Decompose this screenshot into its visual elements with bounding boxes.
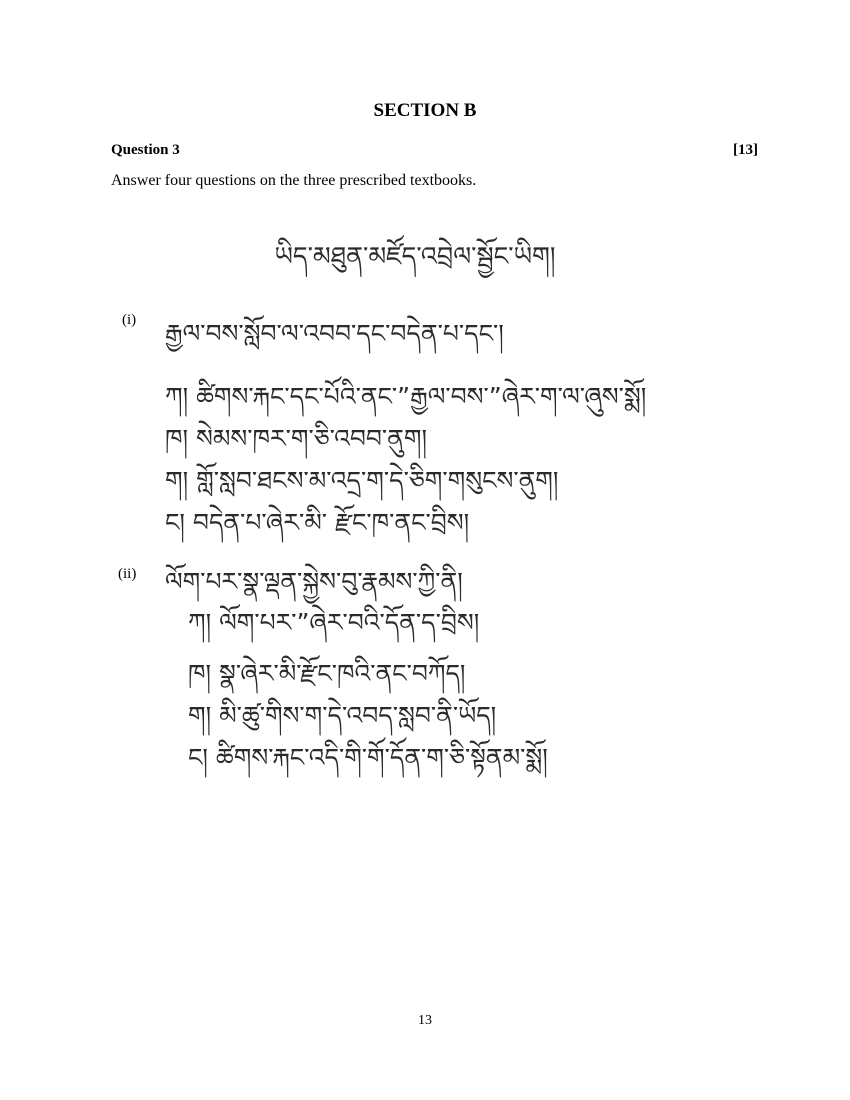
part-2-item-ka: ཀ། ལོག་པར་”ཞེར་བའི་དོན་ད་བྲིས།	[188, 608, 480, 637]
part-1-label: (i)	[122, 312, 137, 328]
page-number: 13	[418, 1013, 432, 1028]
part-1-item-kha: ཁ། སེམས་ཁར་ག་ཅི་འབབ་ནུག།	[165, 424, 427, 453]
part-1-item-ka: ཀ། ཚིགས་རྐང་དང་པོའི་ནང་”རྒྱལ་བས་”ཞེར་ག་ལ་ཞུས་སྨོ།	[165, 382, 647, 411]
question-marks: [13]	[733, 142, 758, 158]
part-1-item-ga: ག། གློ་སླབ་ཐངས་མ་འདྲ་ག་དེ་ཅིག་གསུངས་ནུག།	[165, 466, 559, 495]
part-2-item-ga: ག། མི་ཚུ་གིས་ག་དེ་འབད་སླབ་ནི་ཡོད།	[188, 701, 497, 730]
part-2-prompt: ལོག་པར་སྣ་ལྡན་སྐྱེས་བུ་རྣམས་ཀྱི་ནི།	[165, 567, 463, 596]
section-title: SECTION B	[373, 100, 477, 121]
part-1-item-nga: ང། བདེན་པ་ཞེར་མི་ རྫོང་ཁ་ནང་བྲིས།	[165, 508, 470, 537]
part-2-item-kha: ཁ། སྣ་ཞེར་མི་རྫོང་ཁའི་ནང་བཀོད།	[188, 659, 466, 688]
question-instruction: Answer four questions on the three prescribed textbooks.	[111, 172, 477, 189]
part-1-prompt: རྒྱལ་བས་སློབ་ལ་འབབ་དང་བདེན་པ་དང་།	[165, 319, 504, 348]
part-2-item-nga: ང། ཚིགས་རྐང་འདི་གི་གོ་དོན་ག་ཅི་སྟོནམ་སྨོ།	[188, 743, 548, 772]
part-2-label: (ii)	[118, 566, 137, 582]
tibetan-heading: ཡིད་མཐུན་མཛོད་འབྲེལ་སྦྱོང་ཡིག།	[274, 242, 556, 272]
question-label: Question 3	[111, 142, 180, 158]
